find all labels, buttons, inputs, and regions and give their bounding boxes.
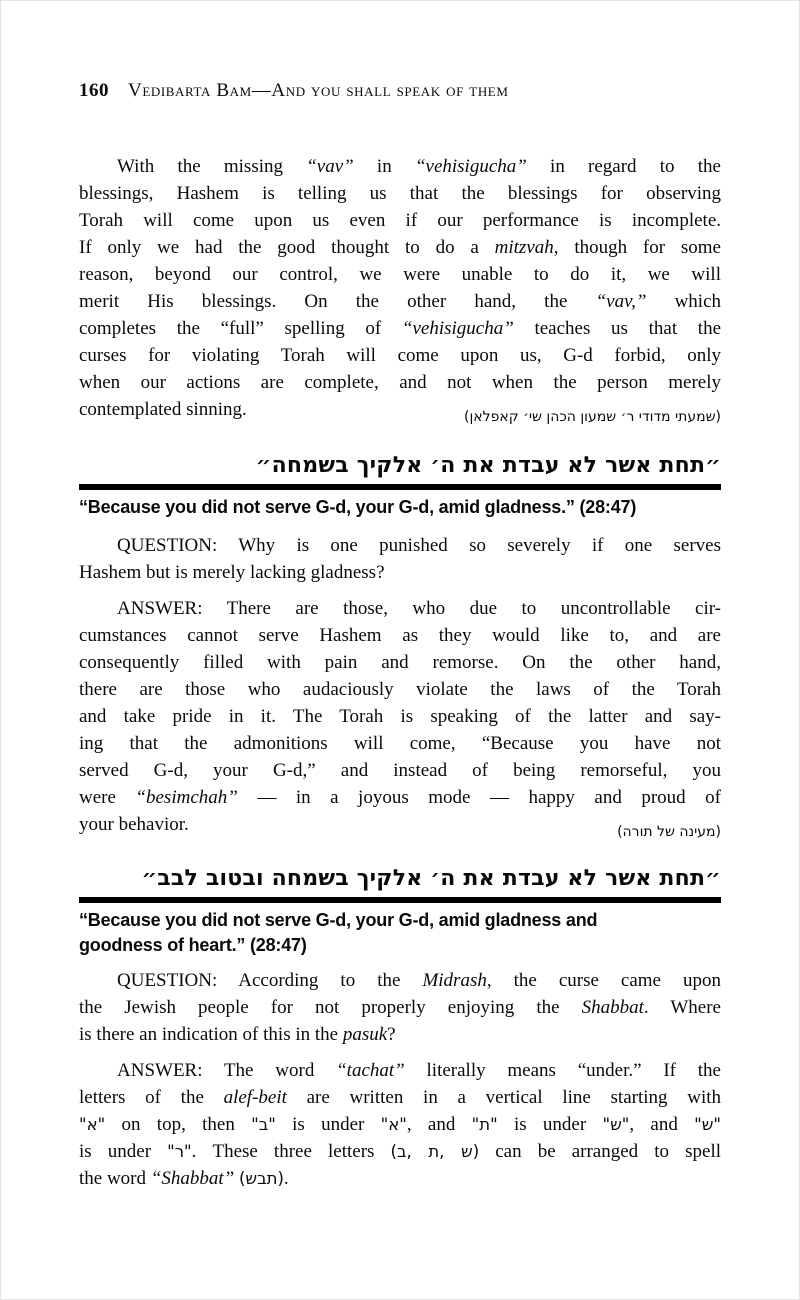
text-run: are written in a vertical line starting with [286,1087,722,1108]
hebrew-inline: "ש" [694,1115,721,1134]
text-run [79,396,247,423]
text-run: ANSWER: The word [117,1060,337,1081]
text-line [79,595,721,622]
text-run: ing that the admonitions will come, “Because you have not [79,733,721,754]
text-run: curses for violating Torah will come upon us, G-d forbid, only [79,345,721,366]
italic-text-run: alef-beit [223,1087,287,1108]
text-run: QUESTION: Why is one punished so severely if one serves [117,535,721,556]
hebrew-inline: "ש" [602,1115,630,1134]
text-run: literally means “under.” If the [404,1060,721,1081]
answer-1 [79,595,721,838]
text-line [79,207,721,234]
text-line [79,342,721,369]
text-line [79,369,721,396]
divider-rule [79,484,721,490]
text-run: — in a joyous mode — happy and proud of [237,787,721,808]
text-run: teaches us that the [513,318,721,339]
text-run: , and [406,1114,472,1135]
text-run: is there an indication of this in the [79,1024,343,1045]
text-line [79,1138,721,1165]
hebrew-inline: "א" [380,1115,407,1134]
text-run: is under [79,1141,168,1162]
answer-2 [79,1057,721,1192]
text-line [79,180,721,207]
hebrew-inline: "ר" [167,1142,192,1161]
hebrew-inline: "א" [79,1115,106,1134]
italic-text-run: mitzvah [494,237,554,258]
english-header-line: goodness of heart.” (28:47) [79,935,307,955]
text-run: in [353,156,415,177]
page-number: 160 [79,80,109,101]
italic-text-run: “vav” [306,156,354,177]
text-run: . Where [643,997,721,1018]
text-run: , and [629,1114,695,1135]
italic-text-run: Shabbat [581,997,644,1018]
page-content [79,153,721,1192]
running-title: Vedibarta Bam—And you shall speak of them [128,80,509,101]
text-line [79,1021,721,1048]
text-line [79,288,721,315]
text-line [79,676,721,703]
text-line [79,994,721,1021]
divider-rule [79,897,721,903]
hebrew-inline: "ב" [251,1115,276,1134]
text-line [79,532,721,559]
text-line [79,703,721,730]
text-run: on top, then [105,1114,252,1135]
text-run: Torah will come upon us even if our performance is incomplete. [79,210,721,231]
text-run: blessings, Hashem is telling us that the blessings for observing [79,183,721,204]
text-line [79,967,721,994]
italic-text-run: “vav,” [595,291,647,312]
italic-text-run: “besimchah” [135,787,238,808]
text-run: were [79,787,136,808]
text-run: reason, beyond our control, we were unable to do it, we will [79,264,721,285]
hebrew-inline: (ב, ת, ש) [390,1142,480,1161]
text-run: is under [497,1114,603,1135]
hebrew-header-text: ״תחת אשר לא עבדת את ה׳ אלקיך בשמחה״ [255,453,721,478]
text-run: With the missing [117,156,307,177]
section-header-gladness-heart [79,864,721,958]
text-run [79,811,189,838]
text-run: letters of the [79,1087,224,1108]
text-run: is under [275,1114,381,1135]
text-run: when our actions are complete, and not when the person merely [79,372,721,393]
text-run: ? [387,1024,396,1045]
text-line [79,153,721,180]
english-header-line: “Because you did not serve G-d, your G-d, amid gladness.” (28:47) [79,497,637,517]
text-run: completes the “full” spelling of [79,318,402,339]
text-run: If only we had the good thought to do a [79,237,495,258]
running-header [79,79,721,103]
text-line [79,1084,721,1111]
hebrew-inline: (שבת) [238,1169,284,1188]
english-header-line: “Because you did not serve G-d, your G-d, amid gladness and [79,910,598,930]
question-2 [79,967,721,1048]
intro-paragraph [79,153,721,423]
text-run: can be arranged to spell [479,1141,722,1162]
text-run: your behavior. [79,814,189,835]
question-1 [79,532,721,586]
text-run: , the curse came upon [486,970,721,991]
italic-text-run: “vehisigucha” [414,156,527,177]
hebrew-header-text: ״תחת אשר לא עבדת את ה׳ אלקיך בשמחה ובטוב לבב״ [141,866,721,891]
text-line [79,757,721,784]
text-run: merit His blessings. On the other hand, the [79,291,596,312]
text-line [79,315,721,342]
text-line [79,234,721,261]
text-run: there are those who audaciously violate the laws of the Torah [79,679,721,700]
text-line [79,1111,721,1138]
text-run: QUESTION: According to the [117,970,423,991]
text-line [79,811,721,838]
text-line [79,396,721,423]
text-run: and take pride in it. The Torah is speaking of the latter and say- [79,706,721,727]
italic-text-run: “Shabbat” [150,1168,235,1189]
italic-text-run: “tachat” [336,1060,405,1081]
text-run: . These three letters [191,1141,391,1162]
text-run: contemplated sinning. [79,399,247,420]
section-header-gladness [79,451,721,520]
text-run: in regard to the [526,156,721,177]
text-run: which [646,291,721,312]
hebrew-attribution: (שמעתי מדודי ר׳ שמעון הכהן שי׳ קאפלאן) [464,409,721,425]
text-line [79,730,721,757]
hebrew-attribution: (מעינה של תורה) [617,824,721,840]
text-line [79,649,721,676]
text-run: the Jewish people for not properly enjoying the [79,997,582,1018]
text-line [79,261,721,288]
text-run: consequently filled with pain and remorse. On the other hand, [79,652,721,673]
text-run: Hashem but is merely lacking gladness? [79,562,385,583]
text-run: ANSWER: There are those, who due to uncontrollable cir- [117,598,721,619]
italic-text-run: “vehisigucha” [401,318,514,339]
italic-text-run: pasuk [342,1024,388,1045]
text-line [79,1165,721,1192]
text-line [79,559,721,586]
italic-text-run: Midrash [422,970,487,991]
text-run: , though for some [553,237,721,258]
text-line [79,1057,721,1084]
text-run: the word [79,1168,151,1189]
text-run: cumstances cannot serve Hashem as they would like to, and are [79,625,721,646]
text-line [79,784,721,811]
text-run: . [283,1168,289,1189]
text-line [79,622,721,649]
text-run: served G-d, your G-d,” and instead of being remorseful, you [79,760,721,781]
hebrew-inline: "ת" [471,1115,498,1134]
